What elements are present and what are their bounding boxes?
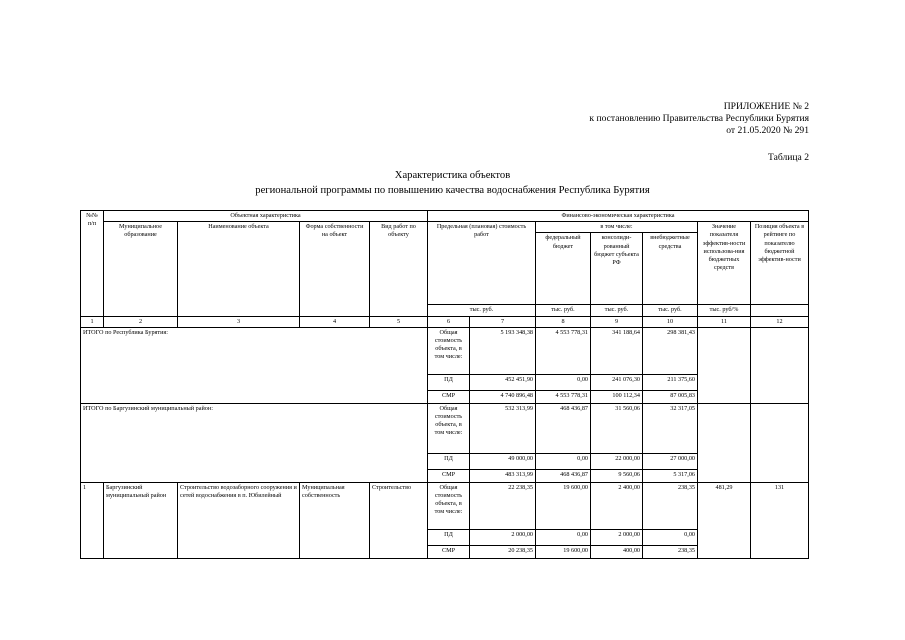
header-including: в том числе: xyxy=(536,222,698,233)
cost-kind: Общая стоимость объекта, в том числе: xyxy=(428,403,470,453)
header-fed: федеральный бюджет xyxy=(536,233,591,305)
cons-value: 100 112,34 xyxy=(591,390,643,403)
fed-value: 4 553 778,31 xyxy=(536,327,591,374)
cost-value: 532 313,99 xyxy=(470,403,536,453)
cost-value: 2 000,00 xyxy=(470,529,536,545)
cost-value: 49 000,00 xyxy=(470,453,536,469)
off-value: 87 005,83 xyxy=(643,390,698,403)
appendix-resolution: к постановлению Правительства Республики Бурятия xyxy=(589,113,809,124)
col-number: 10 xyxy=(643,316,698,327)
col-number: 7 xyxy=(470,316,536,327)
col-number: 2 xyxy=(104,316,178,327)
cons-value: 341 188,64 xyxy=(591,327,643,374)
cons-value: 2 000,00 xyxy=(591,529,643,545)
cost-kind: СМР xyxy=(428,545,470,558)
fed-value: 0,00 xyxy=(536,529,591,545)
table-header-row xyxy=(81,222,809,233)
off-value: 32 317,05 xyxy=(643,403,698,453)
table-row xyxy=(81,403,809,453)
cost-value: 22 238,35 xyxy=(470,482,536,529)
cost-kind: ПД xyxy=(428,529,470,545)
fed-value: 19 600,00 xyxy=(536,482,591,529)
off-value: 211 375,60 xyxy=(643,374,698,390)
cons-value: 9 560,06 xyxy=(591,469,643,482)
header-ownership: Форма собственности на объект xyxy=(300,222,370,316)
unit-fed: тыс. руб. xyxy=(536,305,591,316)
fed-value: 468 436,87 xyxy=(536,469,591,482)
cost-kind: ПД xyxy=(428,453,470,469)
object-ownership: Муниципальная собственность xyxy=(300,482,370,558)
cost-kind: СМР xyxy=(428,390,470,403)
col-number: 11 xyxy=(698,316,751,327)
col-number: 4 xyxy=(300,316,370,327)
col-number: 12 xyxy=(751,316,809,327)
header-rank: Позиция объекта в рейтинге по показателю бюджетной эффектив-ности xyxy=(751,222,809,305)
rank-value xyxy=(751,327,809,403)
object-municipality: Баргузинский муниципальный район xyxy=(104,482,178,558)
cons-value: 241 076,30 xyxy=(591,374,643,390)
header-object-char: Объектная характеристика xyxy=(104,211,428,222)
col-number: 1 xyxy=(81,316,104,327)
off-value: 298 381,43 xyxy=(643,327,698,374)
header-fin-char: Финансово-экономическая характеристика xyxy=(428,211,809,222)
rank-value xyxy=(751,403,809,482)
header-work-type: Вид работ по объекту xyxy=(370,222,428,316)
table-header-row xyxy=(81,211,809,222)
cost-kind: Общая стоимость объекта, в том числе: xyxy=(428,482,470,529)
unit-cons: тыс. руб. xyxy=(591,305,643,316)
object-num: 1 xyxy=(81,482,104,558)
efficiency-value: 481,29 xyxy=(698,482,751,558)
fed-value: 0,00 xyxy=(536,374,591,390)
col-number: 3 xyxy=(178,316,300,327)
col-number: 5 xyxy=(370,316,428,327)
document-title xyxy=(0,168,905,198)
cons-value: 22 000,00 xyxy=(591,453,643,469)
object-work-type: Строительство xyxy=(370,482,428,558)
cost-value: 4 740 896,48 xyxy=(470,390,536,403)
off-value: 238,35 xyxy=(643,482,698,529)
unit-eff: тыс. руб/% xyxy=(698,305,751,316)
column-number-row xyxy=(81,316,809,327)
cons-value: 2 400,00 xyxy=(591,482,643,529)
fed-value: 468 436,87 xyxy=(536,403,591,453)
appendix-date: от 21.05.2020 № 291 xyxy=(726,125,809,136)
header-num: №№ п/п xyxy=(81,211,104,317)
cost-value: 5 193 348,38 xyxy=(470,327,536,374)
off-value: 238,35 xyxy=(643,545,698,558)
header-efficiency: Значение показателя эффектив-ности использова-ния бюджетных средств xyxy=(698,222,751,305)
off-value: 27 000,00 xyxy=(643,453,698,469)
unit-off: тыс. руб. xyxy=(643,305,698,316)
table-row xyxy=(81,327,809,374)
cost-kind: ПД xyxy=(428,374,470,390)
header-offbudget: внебюджетные средства xyxy=(643,233,698,305)
unit-empty xyxy=(751,305,809,316)
objects-table xyxy=(80,210,809,559)
cost-kind: СМР xyxy=(428,469,470,482)
header-municipality: Муниципальное образование xyxy=(104,222,178,316)
cost-value: 20 238,35 xyxy=(470,545,536,558)
cons-value: 400,00 xyxy=(591,545,643,558)
cost-value: 452 451,90 xyxy=(470,374,536,390)
unit-cost: тыс. руб. xyxy=(428,305,536,316)
appendix-header xyxy=(589,101,809,137)
header-cons: консолиди-рованный бюджет субъекта РФ xyxy=(591,233,643,305)
efficiency-value xyxy=(698,403,751,482)
col-number: 9 xyxy=(591,316,643,327)
object-name: Строительство водозаборного сооружения и сетей водоснабжения в п. Юбилейный xyxy=(178,482,300,558)
table-row xyxy=(81,482,809,529)
title-line-1: Характеристика объектов xyxy=(394,170,511,181)
total-barg-label: ИТОГО по Баргузинский муниципальный район: xyxy=(81,403,428,482)
fed-value: 0,00 xyxy=(536,453,591,469)
off-value: 0,00 xyxy=(643,529,698,545)
header-cost: Предельная (плановая) стоимость работ xyxy=(428,222,536,305)
efficiency-value xyxy=(698,327,751,403)
cons-value: 31 560,06 xyxy=(591,403,643,453)
col-number: 6 xyxy=(428,316,470,327)
fed-value: 4 553 778,31 xyxy=(536,390,591,403)
rank-value: 131 xyxy=(751,482,809,558)
total-rb-label: ИТОГО по Республика Бурятия: xyxy=(81,327,428,403)
title-line-2: региональной программы по повышению качества водоснабжения Республика Бурятия xyxy=(255,185,650,196)
fed-value: 19 600,00 xyxy=(536,545,591,558)
col-number: 8 xyxy=(536,316,591,327)
appendix-title: ПРИЛОЖЕНИЕ № 2 xyxy=(723,101,809,112)
header-object-name: Наименование объекта xyxy=(178,222,300,316)
cost-value: 483 313,99 xyxy=(470,469,536,482)
table-number: Таблица 2 xyxy=(767,152,809,163)
cost-kind: Общая стоимость объекта, в том числе: xyxy=(428,327,470,374)
off-value: 5 317,06 xyxy=(643,469,698,482)
